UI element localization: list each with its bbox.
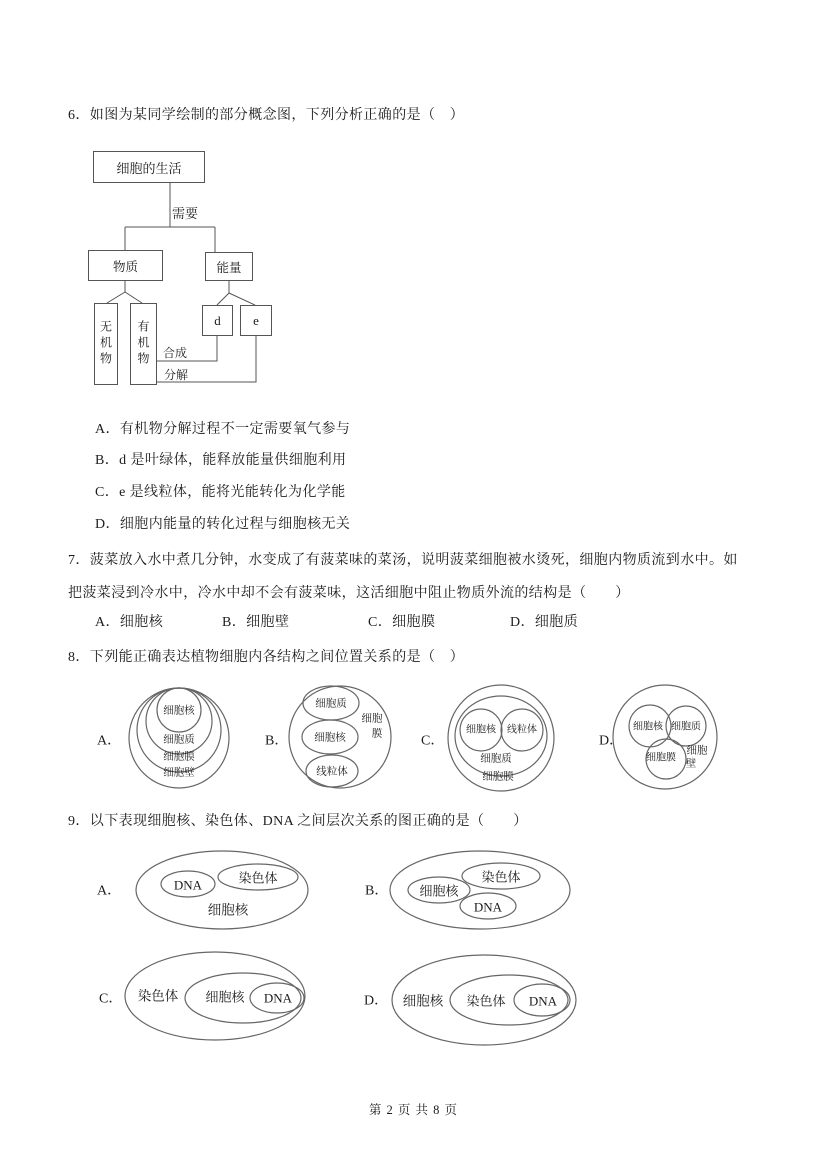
q8-option-letter-d: D．: [599, 733, 624, 749]
question-6-title: 6．如图为某同学绘制的部分概念图，下列分析正确的是（ ）: [68, 108, 465, 123]
q8d-membrane-label: 细胞膜: [646, 752, 676, 764]
question-7-text-line1: 7．菠菜放入水中煮几分钟，水变成了有菠菜味的菜汤，说明菠菜细胞被水烫死，细胞内物质流到水中。如: [68, 553, 738, 568]
q9a-nucleus-label: 细胞核: [207, 902, 249, 918]
q9c-nucleus-label: 细胞核: [205, 989, 245, 1005]
q7-option-b: B．细胞壁: [222, 615, 290, 630]
connector-energy-fork: [217, 281, 255, 305]
q8c-cytoplasm-label: 细胞质: [480, 753, 512, 765]
q9-diagrams: [0, 845, 827, 1050]
q8c-membrane-label: 细胞膜: [482, 771, 514, 783]
q8d-wall-label-line2: 壁: [685, 758, 697, 770]
question-9-title: 9．以下表现细胞核、染色体、DNA 之间层次关系的图正确的是（ ）: [68, 814, 528, 829]
q9-option-letter-d: D．: [364, 993, 389, 1009]
cmap-box-energy: 能量: [205, 252, 253, 281]
q6-option-d: D．细胞内能量的转化过程与细胞核无关: [95, 517, 351, 532]
cmap-box-matter: 物质: [88, 250, 163, 281]
cmap-box-inorganic: 无机物: [94, 303, 118, 385]
q6-option-b: B．d 是叶绿体，能释放能量供细胞利用: [95, 453, 347, 468]
q8-diagrams: [0, 675, 827, 805]
cmap-box-e: e: [240, 305, 272, 336]
q8b-nucleus-label: 细胞核: [314, 732, 346, 744]
q8c-nucleus-label: 细胞核: [466, 724, 496, 736]
q9c-dna-label: DNA: [263, 990, 293, 1006]
q8d-cytoplasm-label: 细胞质: [671, 721, 701, 733]
q7-option-d: D．细胞质: [510, 615, 579, 630]
cmap-label-decomposition: 分解: [164, 368, 189, 382]
page-footer: 第 2 页 共 8 页: [368, 1103, 459, 1117]
q8a-wall-label: 细胞壁: [163, 767, 195, 779]
q8b-membrane-label-line2: 膜: [371, 728, 383, 740]
q8a-cytoplasm-label: 细胞质: [163, 734, 195, 746]
q9d-nucleus-label: 细胞核: [402, 993, 444, 1009]
q9c-chromosome-label: 染色体: [137, 988, 179, 1004]
cmap-box-organic: 有机物: [130, 303, 157, 385]
cmap-label-need: 需要: [172, 206, 199, 221]
cmap-box-cell-life: 细胞的生活: [93, 151, 205, 183]
q8d-nucleus-label: 细胞核: [633, 721, 663, 733]
question-8-title: 8．下列能正确表达植物细胞内各结构之间位置关系的是（ ）: [68, 650, 465, 665]
q9b-nucleus-label: 细胞核: [419, 883, 459, 899]
q8b-cytoplasm-label: 细胞质: [315, 698, 347, 710]
q9-option-letter-b: B．: [365, 883, 389, 899]
q9a-chromosome-label: 染色体: [238, 870, 278, 886]
q9d-dna-label: DNA: [528, 993, 558, 1009]
cmap-box-d: d: [202, 305, 233, 336]
q8a-membrane-label: 细胞膜: [163, 751, 195, 763]
q6-option-a: A．有机物分解过程不一定需要氧气参与: [95, 422, 351, 437]
q8-option-letter-b: B．: [265, 733, 289, 749]
question-7-text-line2: 把菠菜浸到冷水中，冷水中却不会有菠菜味，这活细胞中阻止物质外流的结构是（ ）: [68, 586, 630, 601]
q9b-outer-ellipse: [390, 851, 570, 929]
q9b-chromosome-label: 染色体: [481, 869, 521, 885]
q9-option-letter-c: C．: [99, 991, 123, 1007]
q8d-wall-label-line1: 细胞: [686, 745, 708, 757]
q8a-nucleus-label: 细胞核: [163, 705, 195, 717]
q8c-mitochondrion-label: 线粒体: [507, 724, 537, 736]
q9d-chromosome-label: 染色体: [466, 993, 506, 1009]
cmap-label-synthesis: 合成: [163, 346, 188, 360]
q8d-wall-circle: [613, 685, 717, 789]
q7-option-a: A．细胞核: [95, 615, 164, 630]
q8b-mitochondrion-label: 线粒体: [316, 766, 348, 778]
q8-option-letter-c: C．: [421, 733, 445, 749]
q8-option-letter-a: A．: [97, 733, 122, 749]
q9-option-letter-a: A．: [97, 883, 122, 899]
q9b-dna-label: DNA: [473, 899, 503, 915]
q6-option-c: C．e 是线粒体，能将光能转化为化学能: [95, 485, 346, 500]
q8b-membrane-label-line1: 细胞: [361, 713, 383, 725]
q9a-dna-label: DNA: [173, 877, 203, 893]
connector-matter-fork: [107, 281, 142, 303]
q7-option-c: C．细胞膜: [368, 615, 436, 630]
